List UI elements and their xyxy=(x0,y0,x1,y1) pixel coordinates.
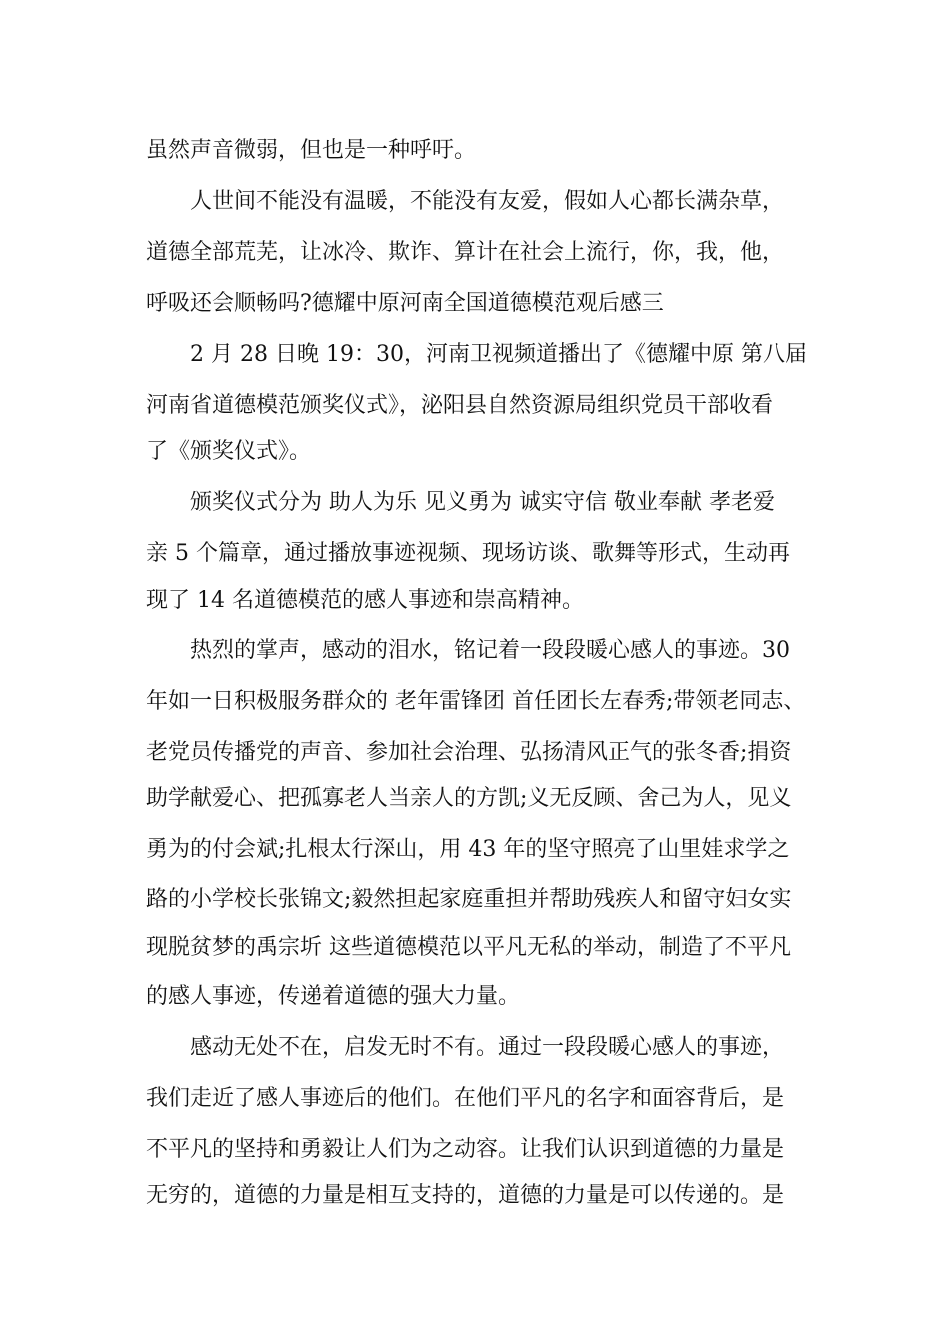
text-line: 助学献爱心、把孤寡老人当亲人的方凯;义无反顾、舍己为人，见义 xyxy=(146,786,792,811)
text-line: 路的小学校长张锦文;毅然担起家庭重担并帮助残疾人和留守妇女实 xyxy=(146,887,792,912)
text-line: 2 月 28 日晚 19：30，河南卫视频道播出了《德耀中原 第八届 xyxy=(190,342,807,367)
text-line: 人世间不能没有温暖，不能没有友爱，假如人心都长满杂草， xyxy=(190,189,785,214)
text-line: 虽然声音微弱，但也是一种呼吁。 xyxy=(146,138,477,163)
text-line: 勇为的付会斌;扎根太行深山，用 43 年的坚守照亮了山里娃求学之 xyxy=(146,837,790,862)
text-line: 现脱贫梦的禹宗圻 这些道德模范以平凡无私的举动，制造了不平凡 xyxy=(146,935,791,960)
text-line: 了《颁奖仪式》。 xyxy=(146,439,312,464)
text-line: 热烈的掌声，感动的泪水，铭记着一段段暖心感人的事迹。30 xyxy=(190,638,790,663)
text-line: 老党员传播党的声音、参加社会治理、弘扬清风正气的张冬香;捐资 xyxy=(146,740,792,765)
text-line: 的感人事迹，传递着道德的强大力量。 xyxy=(146,984,521,1009)
text-line: 道德全部荒芜，让冰冷、欺诈、算计在社会上流行，你，我，他， xyxy=(146,240,785,265)
text-line: 无穷的，道德的力量是相互支持的，道德的力量是可以传递的。是 xyxy=(146,1183,785,1208)
text-line: 呼吸还会顺畅吗?德耀中原河南全国道德模范观后感三 xyxy=(146,291,664,316)
text-line: 颁奖仪式分为 助人为乐 见义勇为 诚实守信 敬业奉献 孝老爱 xyxy=(190,490,775,515)
text-line: 河南省道德模范颁奖仪式》，泌阳县自然资源局组织党员干部收看 xyxy=(146,393,774,418)
text-line: 我们走近了感人事迹后的他们。在他们平凡的名字和面容背后，是 xyxy=(146,1086,785,1111)
text-line: 不平凡的坚持和勇毅让人们为之动容。让我们认识到道德的力量是 xyxy=(146,1137,785,1162)
text-line: 现了 14 名道德模范的感人事迹和崇高精神。 xyxy=(146,588,584,613)
text-line: 年如一日积极服务群众的 老年雷锋团 首任团长左春秀;带领老同志、 xyxy=(146,689,806,714)
text-line: 感动无处不在，启发无时不有。通过一段段暖心感人的事迹， xyxy=(190,1035,785,1060)
text-line: 亲 5 个篇章，通过播放事迹视频、现场访谈、歌舞等形式，生动再 xyxy=(146,541,790,566)
